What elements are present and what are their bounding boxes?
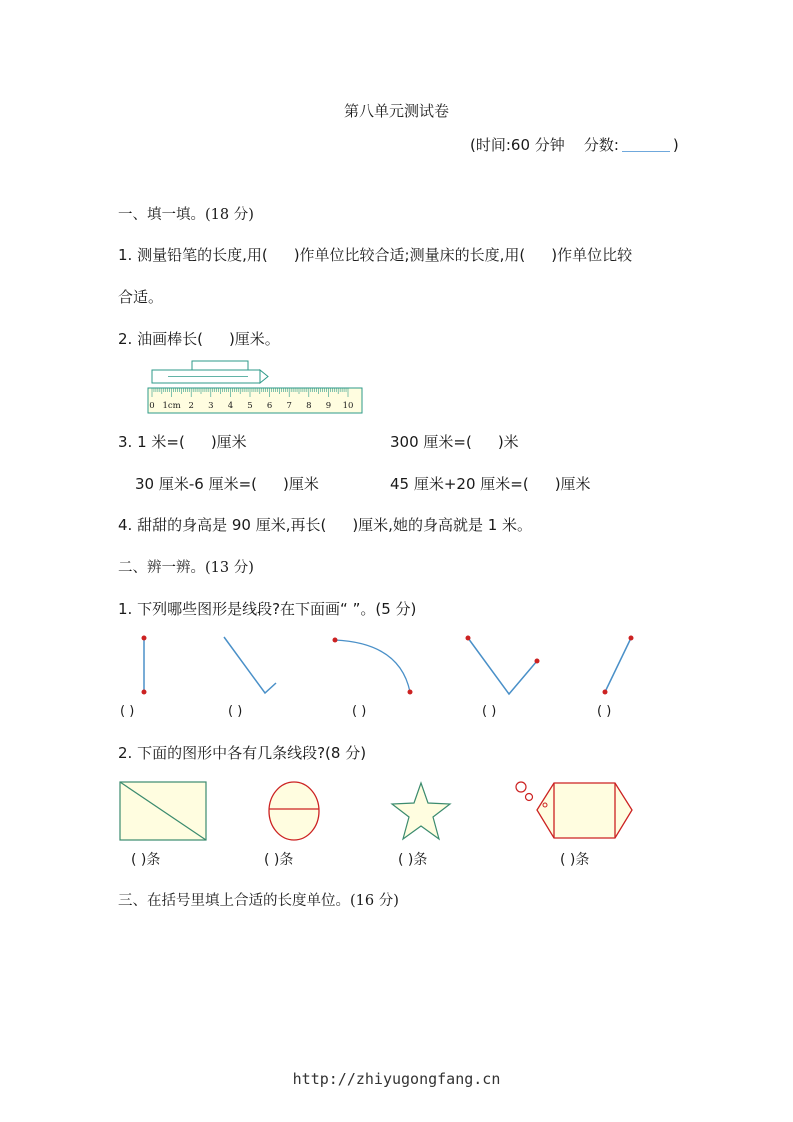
ruler-label: 3 xyxy=(208,401,214,411)
q3-b-left: 300 厘米=( xyxy=(390,433,472,451)
question-1-line-2: 合适。 xyxy=(118,288,164,306)
q1-part-a: 1. 测量铅笔的长度,用( xyxy=(118,246,268,264)
score-label: 分数: xyxy=(583,136,619,154)
q3-d-left: 45 厘米+20 厘米=( xyxy=(390,475,529,493)
figure-v-shape xyxy=(466,636,540,695)
q4-part-a: 4. 甜甜的身高是 90 厘米,再长( xyxy=(118,516,327,534)
q3-c-right: )厘米 xyxy=(283,475,319,493)
q1-part-b: )作单位比较合适;测量床的长度,用( xyxy=(293,246,526,264)
q3-a-right: )厘米 xyxy=(210,433,247,451)
answer-blank-2[interactable]: ( ) xyxy=(228,704,243,719)
exam-meta xyxy=(470,134,679,155)
q3-c-left: 30 厘米-6 厘米=( xyxy=(135,475,257,493)
q2-part-a: 2. 油画棒长( xyxy=(118,330,203,348)
q3-d-right: )厘米 xyxy=(554,475,591,493)
count-blank-2[interactable]: ( )条 xyxy=(264,852,294,868)
answer-blank-1[interactable]: ( ) xyxy=(120,704,135,719)
q2-part-b: )厘米。 xyxy=(228,330,280,348)
figure-diagonal-segment xyxy=(603,636,634,695)
page-title: 第八单元测试卷 xyxy=(343,102,449,120)
figure-fish-hexagon xyxy=(516,782,632,838)
line-figures xyxy=(0,625,793,705)
crayon-icon xyxy=(152,361,268,383)
ruler-figure xyxy=(148,358,368,418)
question-4 xyxy=(118,514,532,535)
ruler-label: 4 xyxy=(227,401,234,411)
shape-figures xyxy=(0,775,793,850)
figure-arc xyxy=(333,638,413,695)
q4-part-b: )厘米,她的身高就是 1 米。 xyxy=(352,516,533,534)
question-1-line-1 xyxy=(118,244,632,265)
figure-bent-line xyxy=(224,637,276,693)
count-blank-4[interactable]: ( )条 xyxy=(560,852,590,868)
figure-star xyxy=(392,783,450,839)
answer-blank-3[interactable]: ( ) xyxy=(352,704,367,719)
count-blank-3[interactable]: ( )条 xyxy=(398,852,428,868)
question-3a xyxy=(118,431,247,452)
problem-2-1: 1. 下列哪些图形是线段?在下面画“ ”。(5 分) xyxy=(118,600,417,618)
section-2-heading: 二、辨一辨。(13 分) xyxy=(118,560,254,576)
score-blank[interactable] xyxy=(622,137,670,152)
ruler-label: 9 xyxy=(325,401,332,411)
q1-part-c: )作单位比较 xyxy=(551,246,633,264)
figure-circle-chord xyxy=(269,782,319,840)
footer-url: http://zhiyugongfang.cn xyxy=(292,1070,501,1088)
q3-a-left: 3. 1 米=( xyxy=(118,433,185,451)
count-blank-1[interactable]: ( )条 xyxy=(131,852,161,868)
ruler-label: 5 xyxy=(247,401,253,411)
section-3-heading: 三、在括号里填上合适的长度单位。(16 分) xyxy=(118,893,399,909)
section-1-heading: 一、填一填。(18 分) xyxy=(118,207,254,223)
figure-rectangle-diagonal xyxy=(120,782,206,840)
ruler-label: 2 xyxy=(188,401,194,411)
ruler-label: 1cm xyxy=(162,401,181,411)
q3-b-right: )米 xyxy=(497,433,519,451)
question-3d xyxy=(390,473,591,494)
meta-close: ) xyxy=(672,136,679,154)
question-2 xyxy=(118,328,280,349)
ruler-label: 0 xyxy=(149,401,155,411)
question-3b xyxy=(390,431,519,452)
ruler-label: 10 xyxy=(342,401,354,411)
figure-vertical-segment xyxy=(142,636,147,695)
ruler-label: 6 xyxy=(266,401,273,411)
question-3c xyxy=(135,473,319,494)
ruler-label: 8 xyxy=(306,401,312,411)
time-limit: (时间:60 分钟 xyxy=(470,136,565,154)
answer-blank-5[interactable]: ( ) xyxy=(597,704,612,719)
ruler-label: 7 xyxy=(286,401,292,411)
answer-blank-4[interactable]: ( ) xyxy=(482,704,497,719)
problem-2-2: 2. 下面的图形中各有几条线段?(8 分) xyxy=(118,744,367,762)
